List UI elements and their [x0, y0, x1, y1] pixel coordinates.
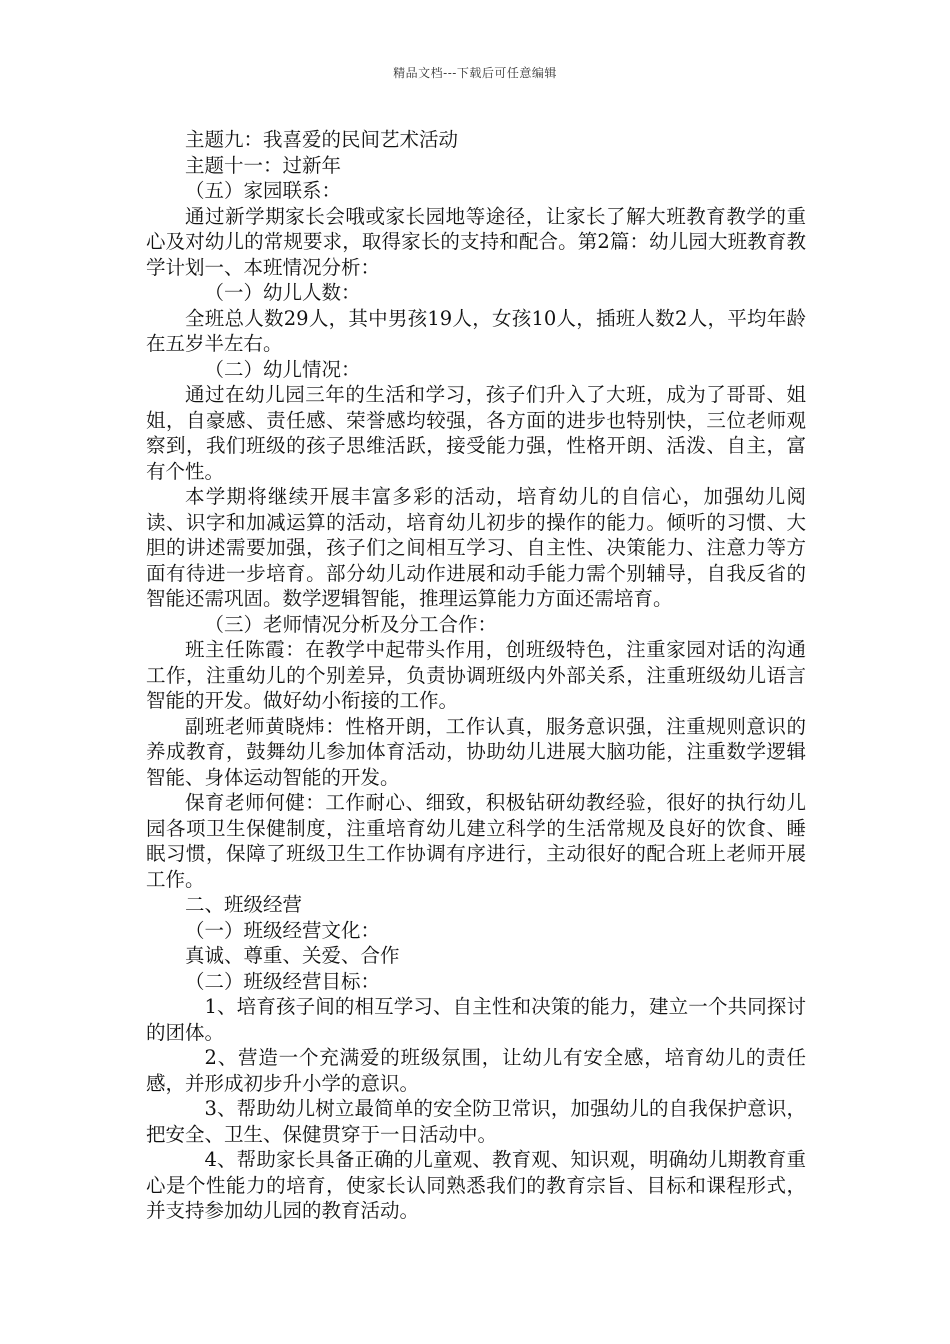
paragraph: 主题十一：过新年 [185, 153, 342, 177]
document-body [146, 127, 806, 1224]
paragraph: 二、班级经营 [185, 893, 303, 916]
paragraph: 通过新学期家长会哦或家长园地等途径，让家长了解大班教育教学的重心及对幼儿的常规要求，取得家长的支持和配合。第2篇：幼儿园大班教育教学计划一、本班情况分析： [146, 204, 806, 279]
page-header: 精品文档---下载后可任意编辑 [393, 66, 557, 80]
paragraph: （二）幼儿情况： [204, 357, 361, 381]
paragraph: 副班老师黄晓炜：性格开朗，工作认真，服务意识强，注重规则意识的养成教育，鼓舞幼儿参加体育活动，协助幼儿进展大脑功能，注重数学逻辑智能、身体运动智能的开发。 [146, 714, 806, 789]
paragraph: （二）班级经营目标： [185, 969, 381, 993]
paragraph: 保育老师何健：工作耐心、细致，积极钻研幼教经验，很好的执行幼儿园各项卫生保健制度，注重培育幼儿建立科学的生活常规及良好的饮食、睡眠习惯，保障了班级卫生工作协调有序进行，主动很好的配合班上老师开展工作。 [146, 791, 806, 891]
paragraph: 全班总人数29人，其中男孩19人，女孩10人，插班人数2人，平均年龄在五岁半左右。 [146, 306, 806, 355]
paragraph: 1、培育孩子间的相互学习、自主性和决策的能力，建立一个共同探讨的团体。 [146, 995, 806, 1044]
paragraph: 4、帮助家长具备正确的儿童观、教育观、知识观，明确幼儿期教育重心是个性能力的培育，使家长认同熟悉我们的教育宗旨、目标和课程形式，并支持参加幼儿园的教育活动。 [146, 1148, 806, 1222]
paragraph: 主题九：我喜爱的民间艺术活动 [185, 128, 459, 151]
paragraph: （一）幼儿人数： [204, 281, 361, 304]
paragraph: 2、营造一个充满爱的班级氛围，让幼儿有安全感，培育幼儿的责任感，并形成初步升小学的意识。 [146, 1046, 806, 1095]
paragraph: 真诚、尊重、关爱、合作 [185, 944, 400, 967]
paragraph: （五）家园联系： [185, 179, 342, 202]
paragraph: （三）老师情况分析及分工合作： [204, 612, 498, 636]
paragraph: 本学期将继续开展丰富多彩的活动，培育幼儿的自信心，加强幼儿阅读、识字和加减运算的活动，培育幼儿初步的操作的能力。倾听的习惯、大胆的讲述需要加强，孩子们之间相互学习、自主性、决策能力、注意力等方面有待进一步培育。部分幼儿动作进展和动手能力需个别辅导，自我反省的智能还需巩固。数学逻辑智能，推理运算能力方面还需培育。 [146, 485, 806, 610]
paragraph: 班主任陈霞：在教学中起带头作用，创班级特色，注重家园对话的沟通工作，注重幼儿的个别差异，负责协调班级内外部关系，注重班级幼儿语言智能的开发。做好幼小衔接的工作。 [146, 638, 806, 712]
paragraph: 3、帮助幼儿树立最简单的安全防卫常识，加强幼儿的自我保护意识，把安全、卫生、保健贯穿于一日活动中。 [146, 1097, 806, 1146]
paragraph: （一）班级经营文化： [185, 918, 381, 942]
paragraph: 通过在幼儿园三年的生活和学习，孩子们升入了大班，成为了哥哥、姐姐，自豪感、责任感、荣誉感均较强，各方面的进步也特别快，三位老师观察到，我们班级的孩子思维活跃，接受能力强，性格开朗、活泼、自主，富有个性。 [146, 383, 806, 483]
